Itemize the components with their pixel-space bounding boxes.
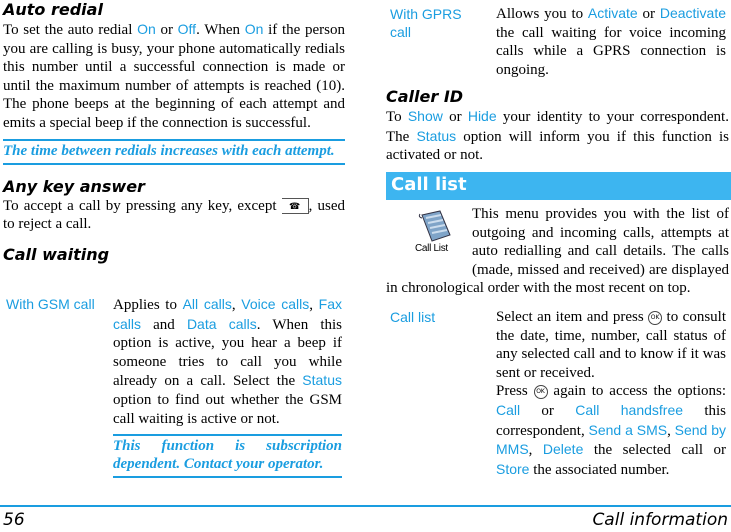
text-run: To set the auto redial [3, 22, 138, 38]
text-run: your identity to your correspondent. The [386, 109, 729, 145]
footer-rule [0, 505, 731, 507]
menu-option-term: Activate [587, 5, 638, 21]
menu-option-term: All calls [182, 296, 232, 312]
ok-key-icon: OK [648, 311, 662, 325]
text-run: . When this option is active, you hear a beep if someone tries to call you while already on a call. Select the [113, 316, 342, 390]
menu-option-term: Call handsfree [575, 401, 684, 418]
ok-key-icon: OK [534, 385, 548, 399]
call-list-def-2 [496, 382, 726, 479]
subscription-note: This function is subscription dependent. Contact your operator. [113, 434, 342, 478]
text-run: , [667, 422, 675, 439]
menu-option-term: Store [496, 460, 530, 477]
text-run: the associated number. [529, 461, 670, 478]
call-list-icon-label: Call List [415, 243, 448, 254]
call-list-intro [386, 205, 729, 298]
caller-id-text [386, 107, 729, 165]
menu-option-term: Send a SMS [588, 421, 668, 438]
menu-option-term: Status [416, 127, 457, 144]
text-run: Applies to [113, 297, 183, 313]
chapter-title: Call information [592, 510, 728, 530]
left-column [3, 0, 345, 265]
menu-option-term: Show [407, 108, 443, 124]
text-run: or [520, 402, 576, 419]
caller-id-section [386, 87, 729, 165]
heading-call-waiting: Call waiting [3, 244, 110, 264]
text-run: To accept a call by pressing any key, except [3, 197, 282, 214]
text-run: the selected call or [583, 442, 726, 459]
menu-option-term: Deactivate [659, 5, 726, 21]
term-call-list: Call list [390, 309, 436, 325]
call-list-icon [386, 205, 472, 261]
menu-option-term: Off [177, 21, 197, 37]
text-run: the call waiting for voice incoming calls while a GPRS connection is ongoing. [496, 24, 726, 78]
text-run: if the person you are calling is busy, your phone automatically redials this number until a successful connection is made or until the maximum number of attempts is reached (10). The phone beeps at the beginning of each attempt and emits a special beep if the connection is successful. [3, 22, 346, 131]
text-run: . When [196, 22, 245, 38]
hangup-key-icon: ☎ [282, 198, 309, 214]
text-run: to consult the date, time, number, call status of any selected call and to know if it was sent or received. [496, 309, 726, 381]
menu-option-term: Send by MMS [496, 421, 727, 458]
any-key-text [3, 197, 345, 234]
menu-option-term: On [137, 21, 156, 37]
heading-caller-id: Caller ID [386, 87, 464, 106]
text-run: and [141, 316, 187, 333]
text-run: , used to reject a call. [3, 197, 345, 233]
text-run: or [442, 109, 468, 125]
term-with-gprs-call: With GPRS call [390, 6, 462, 40]
heading-any-key-answer: Any key answer [3, 176, 145, 196]
call-list-definition [496, 308, 726, 479]
section-title-call-list: Call list [386, 172, 731, 200]
text-run: This menu provides you with the list of outgoing and incoming calls, attempts at auto redialling and call details. The calls (made, missed and received) are displayed in chronological order with the most recent on top. [386, 206, 729, 297]
call-list-def-1 [496, 308, 726, 382]
text-run: option to find out whether the GSM call waiting is active or not. [113, 391, 342, 427]
gsm-call-text [113, 295, 342, 428]
menu-option-term: Call [496, 401, 521, 418]
text-run: Select an item and press [496, 309, 649, 325]
text-run: this correspondent, [496, 402, 726, 439]
menu-option-term: Status [302, 372, 342, 389]
term-with-gsm-call: With GSM call [6, 296, 95, 312]
menu-option-term: Delete [542, 441, 584, 458]
menu-option-term: Fax calls [113, 296, 342, 332]
text-run: or [155, 22, 178, 38]
menu-option-term: Hide [467, 108, 497, 124]
page-number: 56 [3, 510, 25, 530]
text-run: , [231, 297, 242, 313]
text-run: or [637, 6, 660, 22]
auto-redial-text [3, 20, 345, 133]
heading-auto-redial: Auto redial [3, 0, 103, 19]
menu-option-term: Voice calls [241, 296, 310, 312]
text-run: option will inform you if this function is activated or not. [386, 128, 729, 164]
gprs-call-text [496, 4, 726, 79]
text-run: Press [496, 383, 534, 400]
menu-option-term: Data calls [186, 315, 257, 332]
text-run: again to access the options: [547, 383, 727, 400]
text-run: To [386, 109, 408, 125]
auto-redial-note: The time between redials increases with each attempt. [3, 139, 345, 165]
gsm-call-definition [113, 295, 342, 478]
text-run: , [309, 297, 319, 313]
gprs-call-definition [496, 4, 726, 79]
scroll-list-icon [416, 209, 456, 245]
text-run: , [528, 442, 543, 459]
menu-option-term: On [244, 21, 264, 37]
text-run: Allows you to [496, 6, 588, 22]
